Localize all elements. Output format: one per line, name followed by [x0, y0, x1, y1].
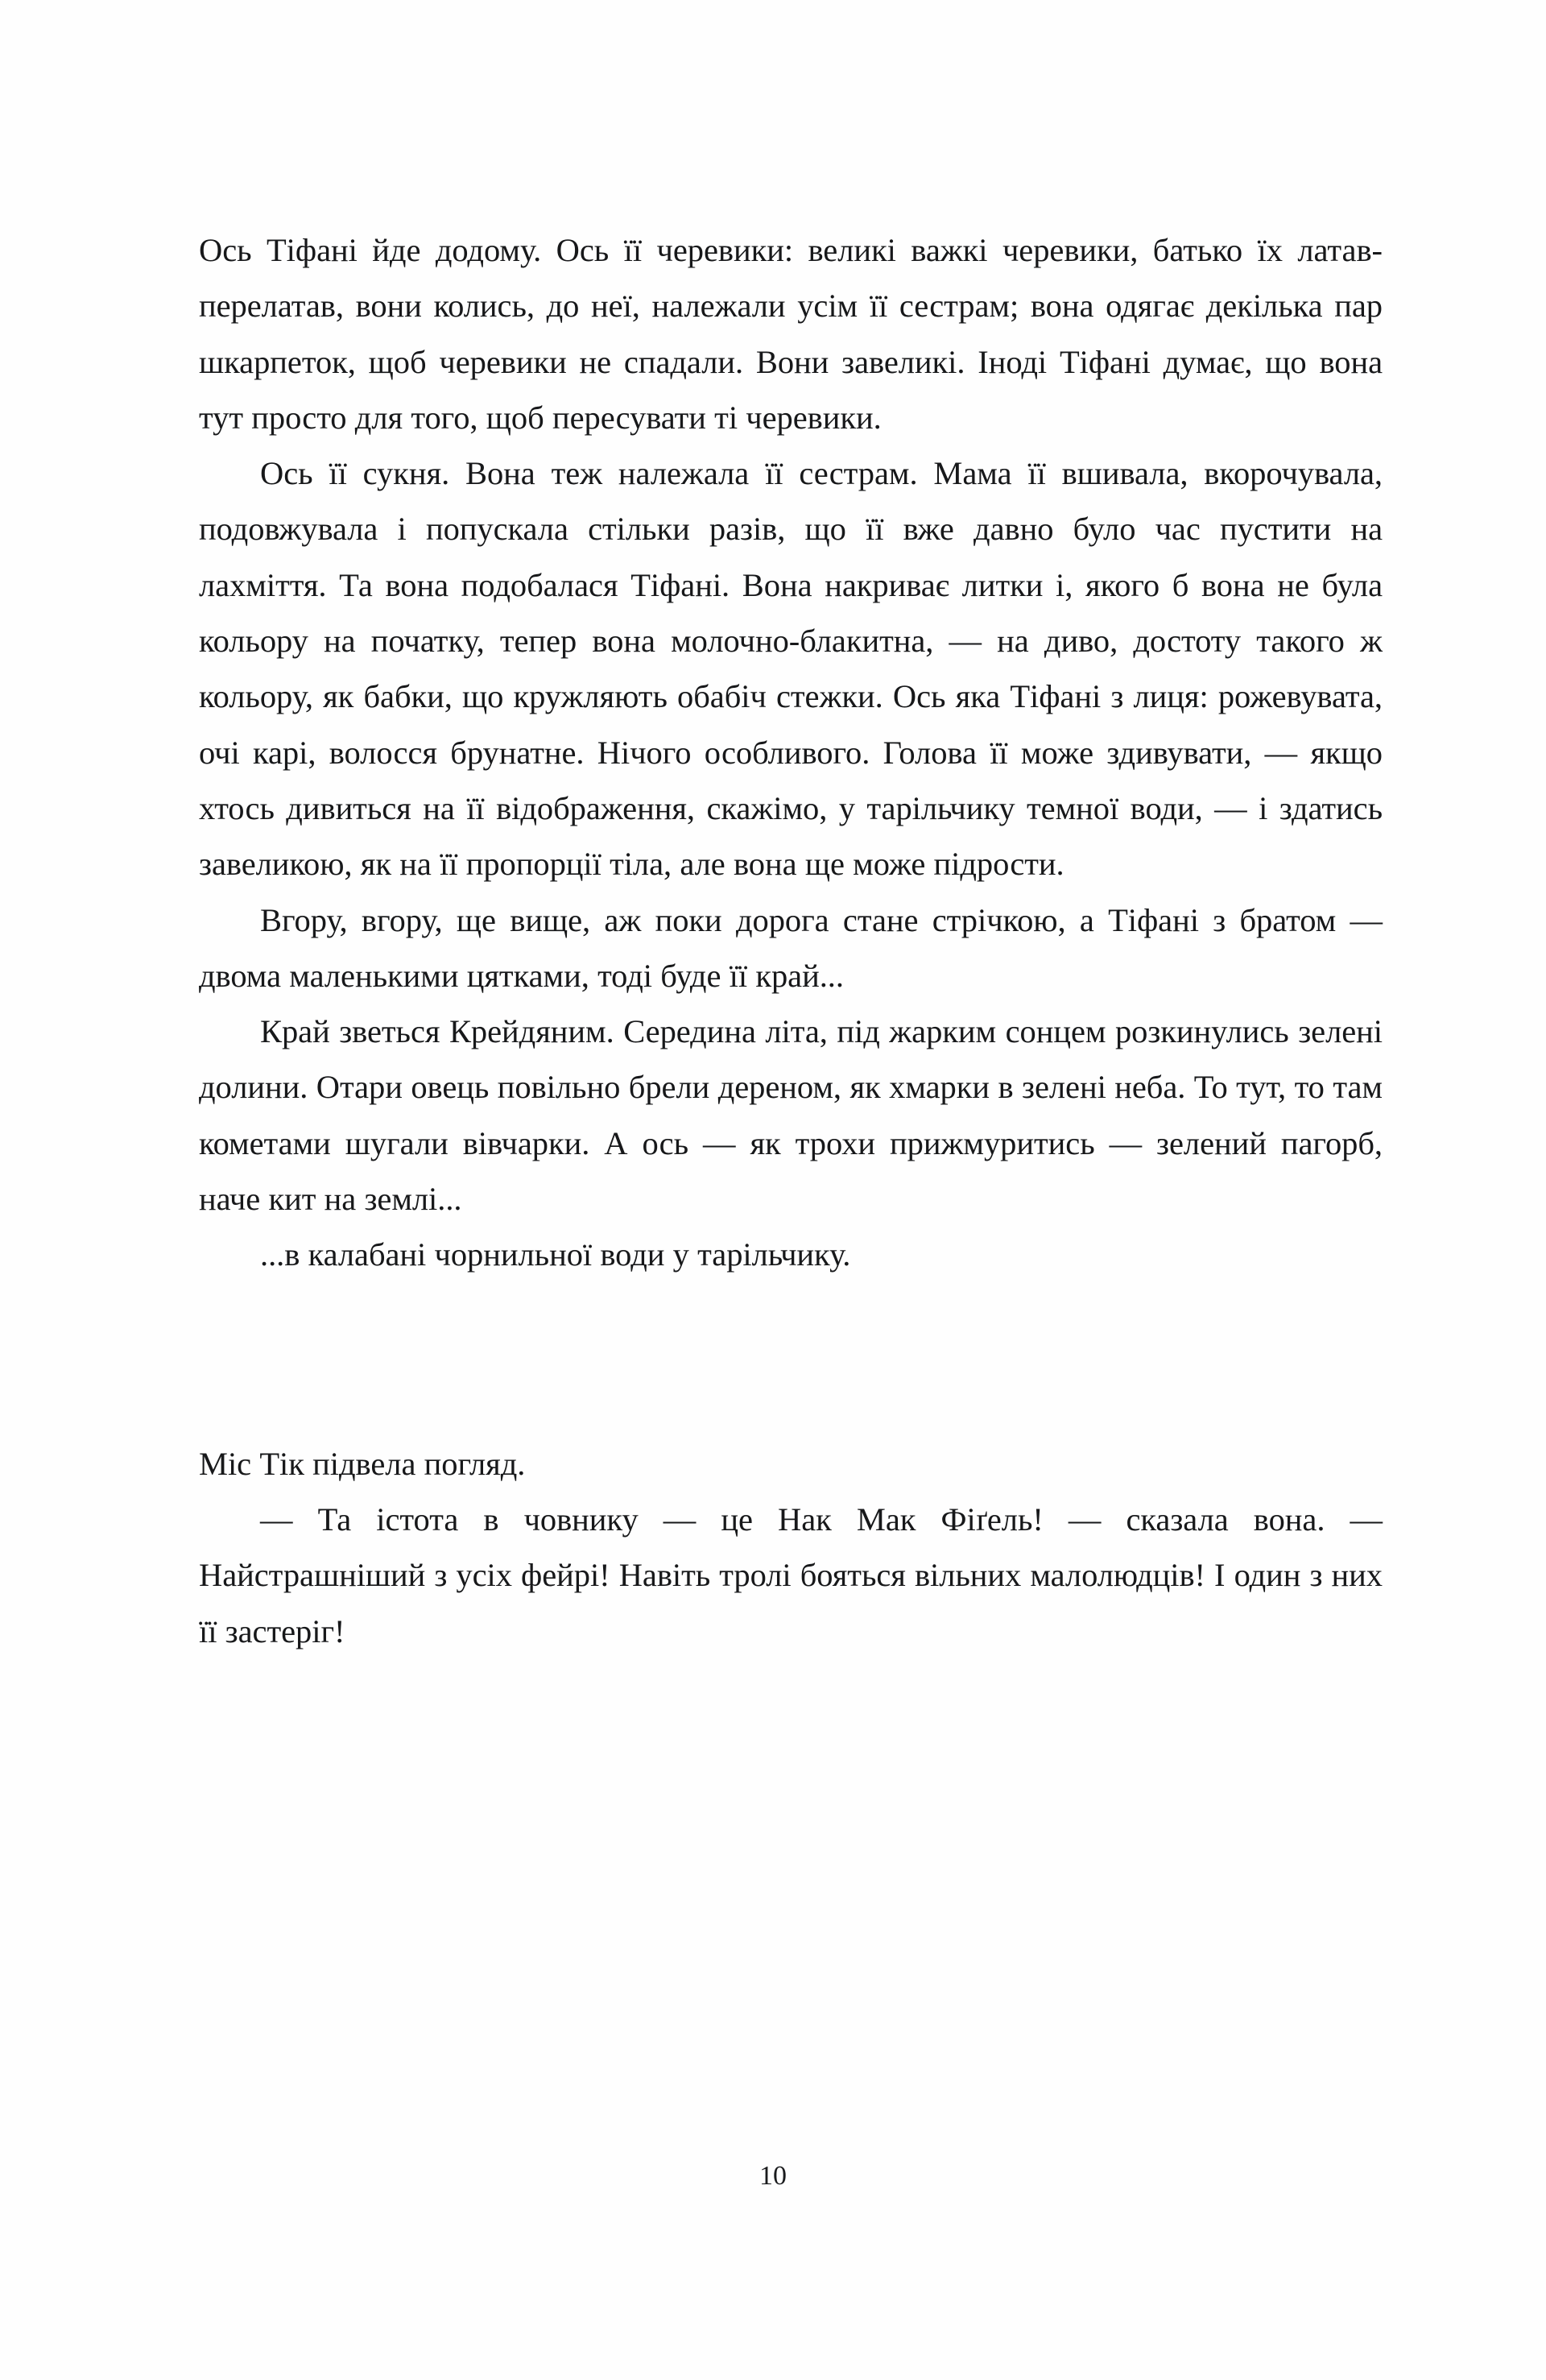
paragraph: Вгору, вгору, ще вище, аж поки дорога стане стрічкою, а Тіфані з братом — двома маленькими цятками, тоді буде її край... — [199, 901, 1383, 994]
paragraph: Край зветься Крейдяним. Середина літа, під жарким сонцем розкинулись зелені долини. Отари овець повільно брели дереном, як хмарки в зелені неба. То тут, то там кометами шугали вівчарки. А ось — як трохи прижмуритись — зелений пагорб, наче кит на землі... — [199, 1013, 1383, 1218]
paragraph: Ось Тіфані йде додому. Ось її черевики: великі важкі черевики, батько їх латав-перелатав, вони колись, до неї, належали усім її сестрам; вона одягає декілька пар шкарпеток, щоб черевики не спадали. Вони завеликі. Іноді Тіфані думає, що вона тут просто для того, щоб пересувати ті черевики. — [199, 232, 1383, 436]
section-scene-one — [199, 222, 1383, 1283]
section-scene-two — [199, 1436, 1383, 1659]
paragraph: Міс Тік підвела погляд. — [199, 1445, 526, 1482]
paragraph: ...в калабані чорнильної води у тарільчику. — [260, 1236, 851, 1273]
paragraph: — Та істота в човнику — це Нак Мак Фіґель! — сказала вона. — Найстрашніший з усіх фейрі! Навіть тролі бояться вільних малолюдців! І один з них її застеріг! — [199, 1500, 1383, 1649]
page-number: 10 — [759, 2161, 787, 2191]
body-text-block — [199, 222, 1383, 1659]
paragraph: Ось її сукня. Вона теж належала її сестрам. Мама її вшивала, вкорочувала, подовжувала і попускала стільки разів, що її вже давно було час пустити на лахміття. Та вона подобалася Тіфані. Вона накриває литки і, якого б вона не була кольору на початку, тепер вона молочно-блакитна, — на диво, достоту такого ж кольору, як бабки, що кружляють обабіч стежки. Ось яка Тіфані з лиця: рожевувата, очі карі, волосся брунатне. Нічого особливого. Голова її може здивувати, — якщо хтось дивиться на її відображення, скажімо, у тарільчику темної води, — і здатись завеликою, як на її пропорції тіла, але вона ще може підрости. — [199, 455, 1383, 883]
section-divider — [199, 1283, 1383, 1436]
